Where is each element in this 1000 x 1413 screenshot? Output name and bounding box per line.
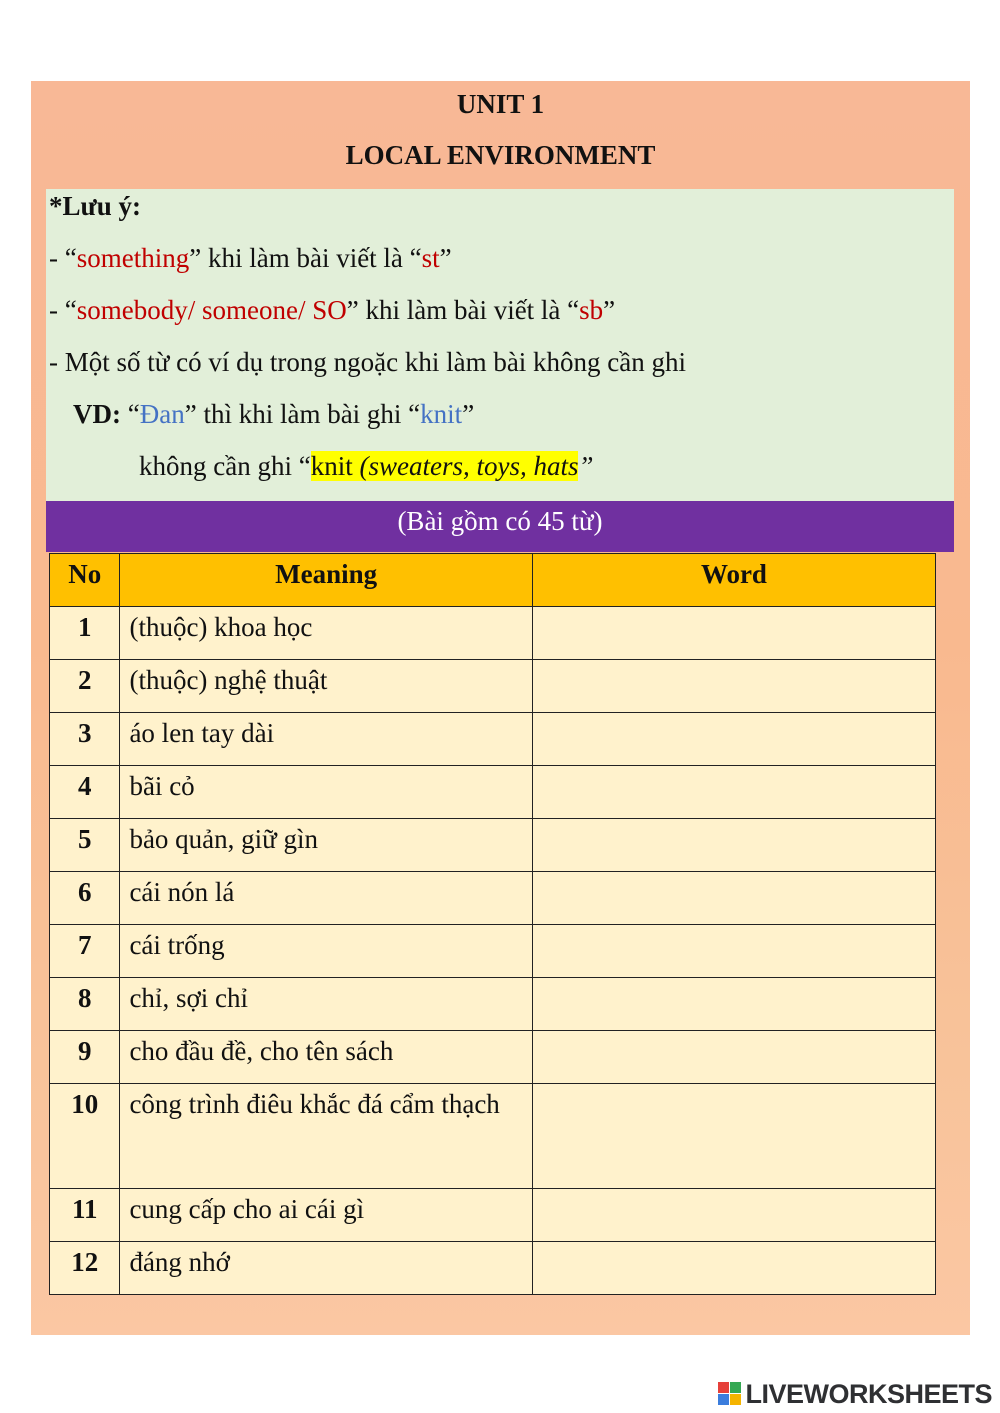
word-answer-cell[interactable] bbox=[532, 713, 935, 766]
quote-open: “ bbox=[121, 399, 140, 429]
example-label: VD: bbox=[73, 399, 121, 429]
header-no: No bbox=[50, 554, 120, 607]
term-somebody: somebody/ someone/ SO bbox=[76, 295, 347, 325]
quote-close: ” bbox=[462, 399, 475, 429]
word-answer-cell[interactable] bbox=[532, 819, 935, 872]
example-answer: knit bbox=[420, 399, 463, 429]
word-count-banner: (Bài gồm có 45 từ) bbox=[46, 501, 954, 552]
table-row bbox=[50, 872, 936, 925]
row-number: 9 bbox=[50, 1031, 120, 1084]
note-text: ” khi làm bài viết là “ bbox=[346, 295, 580, 325]
logo-text: LIVEWORKSHEETS bbox=[745, 1378, 992, 1409]
word-answer-cell[interactable] bbox=[532, 925, 935, 978]
liveworksheets-logo-icon bbox=[718, 1382, 742, 1406]
note-box bbox=[46, 189, 954, 501]
word-answer-cell[interactable] bbox=[532, 607, 935, 660]
note-line-brackets: - Một số từ có ví dụ trong ngoặc khi làm bài không cần ghi bbox=[49, 347, 687, 377]
abbr-sb: sb bbox=[579, 295, 604, 325]
unit-label: UNIT 1 bbox=[456, 89, 545, 119]
quote-open: - “ bbox=[49, 243, 77, 273]
table-row bbox=[50, 819, 936, 872]
row-meaning: (thuộc) nghệ thuật bbox=[120, 660, 532, 713]
row-meaning bbox=[120, 1084, 532, 1189]
row-number bbox=[50, 1084, 120, 1189]
row-number: 3 bbox=[50, 713, 120, 766]
word-answer-cell[interactable] bbox=[532, 978, 935, 1031]
row-meaning: cái nón lá bbox=[120, 872, 532, 925]
quote-open: - “ bbox=[49, 295, 77, 325]
page-title: LOCAL ENVIRONMENT bbox=[345, 140, 656, 170]
row-number: 8 bbox=[50, 978, 120, 1031]
table-row bbox=[50, 1031, 936, 1084]
row-meaning: áo len tay dài bbox=[120, 713, 532, 766]
row-meaning-text: công trình điêu khắc đá cẩm thạch bbox=[129, 1089, 500, 1119]
table-row bbox=[50, 1189, 936, 1242]
row-number: 12 bbox=[50, 1242, 120, 1295]
liveworksheets-logo bbox=[718, 1376, 992, 1412]
quote-close: ” bbox=[439, 243, 452, 273]
row-meaning: cái trống bbox=[120, 925, 532, 978]
note-heading: *Lưu ý: bbox=[49, 191, 141, 221]
note-line-something bbox=[49, 243, 452, 274]
vocabulary-table bbox=[49, 553, 936, 1295]
row-meaning: cung cấp cho ai cái gì bbox=[120, 1189, 532, 1242]
note-example bbox=[73, 399, 474, 430]
row-meaning: bảo quản, giữ gìn bbox=[120, 819, 532, 872]
word-answer-cell[interactable] bbox=[532, 1031, 935, 1084]
table-row bbox=[50, 713, 936, 766]
row-meaning: cho đầu đề, cho tên sách bbox=[120, 1031, 532, 1084]
example-word: Đan bbox=[139, 399, 185, 429]
row-meaning: chỉ, sợi chỉ bbox=[120, 978, 532, 1031]
row-number: 4 bbox=[50, 766, 120, 819]
row-number-text: 10 bbox=[71, 1089, 99, 1119]
table-row bbox=[50, 766, 936, 819]
abbr-st: st bbox=[421, 243, 440, 273]
quote-close: ” bbox=[603, 295, 616, 325]
highlighted-phrase bbox=[311, 451, 579, 481]
word-answer-cell[interactable] bbox=[532, 872, 935, 925]
row-meaning: đáng nhớ bbox=[120, 1242, 532, 1295]
word-answer-cell[interactable] bbox=[532, 1084, 935, 1189]
word-answer-cell[interactable] bbox=[532, 1242, 935, 1295]
table-row bbox=[50, 925, 936, 978]
row-number: 1 bbox=[50, 607, 120, 660]
row-meaning: (thuộc) khoa học bbox=[120, 607, 532, 660]
table-row bbox=[50, 607, 936, 660]
term-something: something bbox=[76, 243, 190, 273]
table-row bbox=[50, 978, 936, 1031]
quote-close: ” bbox=[578, 451, 594, 481]
note-example-2 bbox=[139, 451, 594, 482]
highlight-italic: (sweaters, toys, hats bbox=[359, 451, 579, 481]
note-text: ” thì khi làm bài ghi “ bbox=[184, 399, 421, 429]
highlight-word: knit bbox=[310, 451, 360, 481]
row-number: 5 bbox=[50, 819, 120, 872]
word-answer-cell[interactable] bbox=[532, 660, 935, 713]
table-row bbox=[50, 1084, 936, 1189]
table-header-row bbox=[50, 554, 936, 607]
row-meaning: bãi cỏ bbox=[120, 766, 532, 819]
note-text: ” khi làm bài viết là “ bbox=[189, 243, 422, 273]
table-row bbox=[50, 660, 936, 713]
row-number: 11 bbox=[50, 1189, 120, 1242]
header-word: Word bbox=[532, 554, 935, 607]
note-line-somebody bbox=[49, 295, 615, 326]
row-number: 6 bbox=[50, 872, 120, 925]
word-answer-cell[interactable] bbox=[532, 1189, 935, 1242]
word-answer-cell[interactable] bbox=[532, 766, 935, 819]
row-number: 2 bbox=[50, 660, 120, 713]
row-number: 7 bbox=[50, 925, 120, 978]
table-row bbox=[50, 1242, 936, 1295]
note-text: không cần ghi “ bbox=[139, 451, 311, 481]
header-meaning: Meaning bbox=[120, 554, 532, 607]
